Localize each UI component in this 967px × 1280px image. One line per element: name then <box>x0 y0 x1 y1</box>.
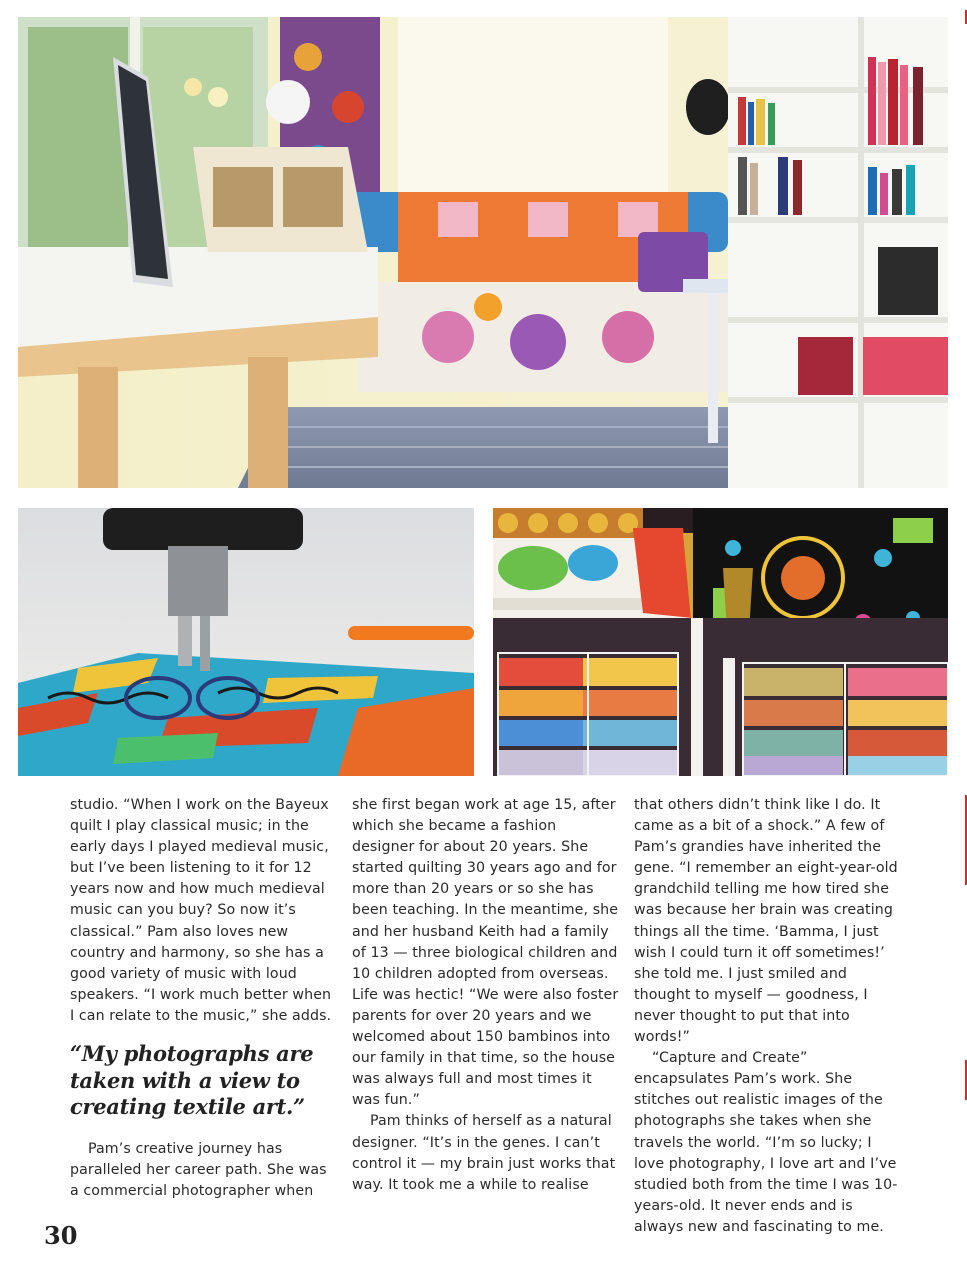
article-column-2 <box>352 795 620 1196</box>
fabric-storage-photo-image <box>493 508 948 776</box>
fabric-storage-photo <box>493 508 948 776</box>
sewing-machine-photo-image <box>18 508 474 776</box>
sewing-machine-photo <box>18 508 474 776</box>
body-paragraph: she first began work at age 15, after which she became a fashion designer for about 20 years. She started quilting 30 years ago and for more than 20 years or so she has been teaching. In the meantime, she and her husband Keith had a family of 13 — three biological children and 10 children adopted from overseas. Life was hectic! “We were also foster parents for over 20 years and we welcomed about 150 bambinos into our family in that time, so the house was always full and most times it was fun.” <box>352 797 619 1109</box>
studio-photo-image <box>18 17 948 488</box>
body-paragraph: that others didn’t think like I do. It came as a bit of a shock.” A few of Pam’s grandies have inherited the gene. “I remember an eight-year-old grandchild telling me how tired she was because her brain was creating things all the time. ‘Bamma, I just wish I could turn it off sometimes!’ she told me. I just smiled and thought to myself — goodness, I never thought to put that into words!” <box>634 797 898 1046</box>
body-paragraph: Pam thinks of herself as a natural designer. “It’s in the genes. I can’t control it — my brain just works that way. It took me a while to realise <box>352 1113 616 1193</box>
pull-quote: “My photographs are taken with a view to creating textile art.” <box>70 1041 314 1120</box>
article-column-1 <box>70 795 338 1202</box>
body-paragraph: “Capture and Create” encapsulates Pam’s work. She stitches out realistic images of the photographs she takes when she travels the world. “I’m so lucky; I love photography, I love art and I’ve studied both from the time I was 10-years-old. It never ends and is always new and fascinating to me. <box>634 1050 898 1235</box>
article-column-3 <box>634 795 902 1238</box>
body-paragraph: studio. “When I work on the Bayeux quilt I play classical music; in the early days I played medieval music, but I’ve been listening to it for 12 years now and how much medieval music can you buy? So now it’s classical.” Pam also loves new country and harmony, so she has a good variety of music with loud speakers. “I work much better when I can relate to the music,” she adds. <box>70 797 332 1024</box>
studio-photo <box>18 17 948 488</box>
body-paragraph: Pam’s creative journey has paralleled her career path. She was a commercial photographer when <box>70 1140 327 1199</box>
page-number: 30 <box>44 1221 78 1250</box>
